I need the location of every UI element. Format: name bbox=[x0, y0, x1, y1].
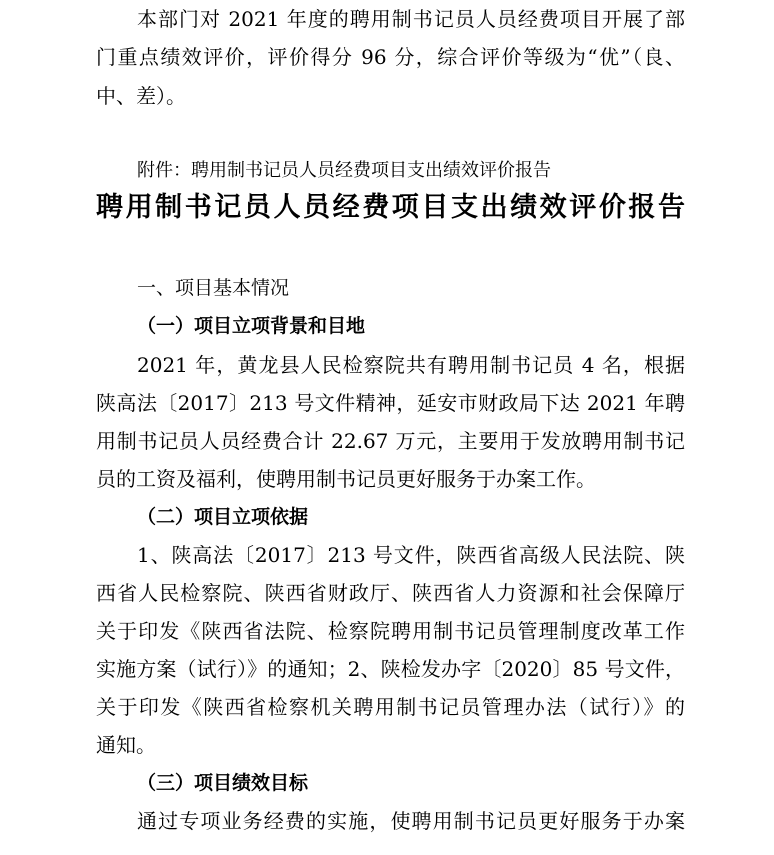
report-title: 聘用制书记员人员经费项目支出绩效评价报告 bbox=[96, 192, 685, 223]
attachment-note: 附件：聘用制书记员人员经费项目支出绩效评价报告 bbox=[137, 160, 551, 181]
subsection-heading: （二）项目立项依据 bbox=[137, 506, 309, 528]
subsection-heading: （三）项目绩效目标 bbox=[137, 772, 309, 794]
text-line: 中、差）。 bbox=[96, 84, 186, 108]
text-line: 员的工资及福利，使聘用制书记员更好服务于办案工作。 bbox=[96, 467, 596, 491]
section-heading: 一、项目基本情况 bbox=[137, 277, 290, 299]
text-line: 西省人民检察院、陕西省财政厅、陕西省人力资源和社会保障厅 bbox=[96, 581, 685, 605]
text-line: 2021 年，黄龙县人民检察院共有聘用制书记员 4 名，根据 bbox=[137, 353, 685, 377]
text-line: 关于印发《陕西省检察机关聘用制书记员管理办法（试行）》的 bbox=[96, 695, 685, 719]
text-line: 关于印发《陕西省法院、检察院聘用制书记员管理制度改革工作 bbox=[96, 619, 685, 643]
text-line: 通过专项业务经费的实施，使聘用制书记员更好服务于办案 bbox=[137, 809, 685, 833]
text-line: 实施方案（试行）》的通知；2、陕检发办字〔2020〕85 号文件， bbox=[96, 657, 685, 681]
text-line: 通知。 bbox=[96, 733, 156, 757]
text-line: 门重点绩效评价，评价得分 96 分，综合评价等级为“优”（良、 bbox=[96, 45, 685, 69]
text-line: 陕高法〔2017〕213 号文件精神，延安市财政局下达 2021 年聘 bbox=[96, 391, 685, 415]
text-line: 本部门对 2021 年度的聘用制书记员人员经费项目开展了部 bbox=[137, 7, 685, 31]
subsection-heading: （一）项目立项背景和目地 bbox=[137, 315, 366, 337]
text-line: 1、陕高法〔2017〕213 号文件，陕西省高级人民法院、陕 bbox=[137, 543, 685, 567]
text-line: 用制书记员人员经费合计 22.67 万元，主要用于发放聘用制书记 bbox=[96, 429, 685, 453]
